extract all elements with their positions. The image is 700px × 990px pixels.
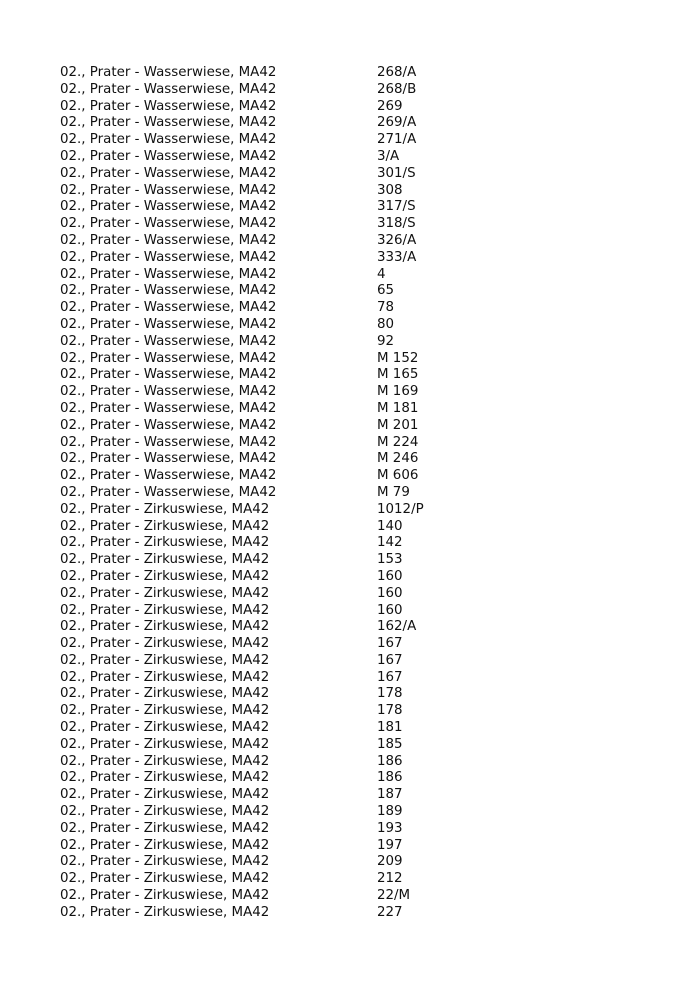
list-item	[60, 519, 660, 536]
number-text: 268/B	[377, 81, 417, 97]
list-item	[60, 115, 660, 132]
list-item	[60, 787, 660, 804]
list-item	[60, 65, 660, 82]
location-text: 02., Prater - Wasserwiese, MA42	[60, 300, 277, 316]
location-text: 02., Prater - Zirkuswiese, MA42	[60, 770, 270, 786]
list-item	[60, 485, 660, 502]
number-text: 22/M	[377, 888, 411, 904]
list-item	[60, 754, 660, 771]
number-text: M 201	[377, 417, 419, 433]
number-text: M 169	[377, 384, 419, 400]
number-text: 318/S	[377, 216, 416, 232]
location-text: 02., Prater - Wasserwiese, MA42	[60, 115, 277, 131]
location-text: 02., Prater - Wasserwiese, MA42	[60, 98, 277, 114]
list-item	[60, 384, 660, 401]
location-text: 02., Prater - Wasserwiese, MA42	[60, 199, 277, 215]
number-text: 186	[377, 753, 403, 769]
location-text: 02., Prater - Zirkuswiese, MA42	[60, 585, 270, 601]
list-item	[60, 670, 660, 687]
location-text: 02., Prater - Wasserwiese, MA42	[60, 367, 277, 383]
list-item	[60, 317, 660, 334]
location-text: 02., Prater - Zirkuswiese, MA42	[60, 787, 270, 803]
list-item	[60, 99, 660, 116]
number-text: M 152	[377, 350, 419, 366]
list-item	[60, 703, 660, 720]
number-text: 326/A	[377, 232, 417, 248]
location-text: 02., Prater - Zirkuswiese, MA42	[60, 854, 270, 870]
list-item	[60, 250, 660, 267]
number-text: 212	[377, 871, 403, 887]
location-text: 02., Prater - Wasserwiese, MA42	[60, 182, 277, 198]
list-item	[60, 183, 660, 200]
location-text: 02., Prater - Wasserwiese, MA42	[60, 451, 277, 467]
list-item	[60, 166, 660, 183]
location-text: 02., Prater - Zirkuswiese, MA42	[60, 753, 270, 769]
location-text: 02., Prater - Zirkuswiese, MA42	[60, 535, 270, 551]
list-item	[60, 854, 660, 871]
number-text: 160	[377, 568, 403, 584]
location-text: 02., Prater - Wasserwiese, MA42	[60, 266, 277, 282]
number-text: 185	[377, 736, 403, 752]
location-text: 02., Prater - Wasserwiese, MA42	[60, 400, 277, 416]
location-text: 02., Prater - Zirkuswiese, MA42	[60, 888, 270, 904]
number-text: 269/A	[377, 115, 417, 131]
list-item	[60, 468, 660, 485]
number-text: 1012/P	[377, 501, 424, 517]
number-text: 160	[377, 602, 403, 618]
number-text: 317/S	[377, 199, 416, 215]
location-text: 02., Prater - Wasserwiese, MA42	[60, 232, 277, 248]
list-item	[60, 804, 660, 821]
location-text: 02., Prater - Wasserwiese, MA42	[60, 333, 277, 349]
number-text: 187	[377, 787, 403, 803]
location-text: 02., Prater - Wasserwiese, MA42	[60, 316, 277, 332]
number-text: 153	[377, 552, 403, 568]
number-text: 92	[377, 333, 395, 349]
number-text: 167	[377, 636, 403, 652]
list-item	[60, 367, 660, 384]
list-item	[60, 351, 660, 368]
location-text: 02., Prater - Zirkuswiese, MA42	[60, 837, 270, 853]
number-text: 65	[377, 283, 395, 299]
list-item	[60, 821, 660, 838]
number-text: 181	[377, 720, 403, 736]
entry-list	[60, 65, 660, 922]
number-text: 227	[377, 904, 403, 920]
list-item	[60, 267, 660, 284]
location-text: 02., Prater - Zirkuswiese, MA42	[60, 602, 270, 618]
location-text: 02., Prater - Zirkuswiese, MA42	[60, 871, 270, 887]
location-text: 02., Prater - Zirkuswiese, MA42	[60, 652, 270, 668]
location-text: 02., Prater - Wasserwiese, MA42	[60, 417, 277, 433]
number-text: M 165	[377, 367, 419, 383]
number-text: 193	[377, 820, 403, 836]
list-item	[60, 838, 660, 855]
location-text: 02., Prater - Wasserwiese, MA42	[60, 216, 277, 232]
list-item	[60, 905, 660, 922]
number-text: 3/A	[377, 148, 400, 164]
location-text: 02., Prater - Wasserwiese, MA42	[60, 283, 277, 299]
location-text: 02., Prater - Zirkuswiese, MA42	[60, 568, 270, 584]
location-text: 02., Prater - Zirkuswiese, MA42	[60, 669, 270, 685]
list-item	[60, 401, 660, 418]
number-text: 167	[377, 669, 403, 685]
list-item	[60, 619, 660, 636]
list-item	[60, 586, 660, 603]
number-text: 268/A	[377, 65, 417, 80]
location-text: 02., Prater - Wasserwiese, MA42	[60, 484, 277, 500]
list-item	[60, 283, 660, 300]
location-text: 02., Prater - Wasserwiese, MA42	[60, 165, 277, 181]
list-item	[60, 888, 660, 905]
location-text: 02., Prater - Zirkuswiese, MA42	[60, 552, 270, 568]
location-text: 02., Prater - Wasserwiese, MA42	[60, 468, 277, 484]
location-text: 02., Prater - Zirkuswiese, MA42	[60, 804, 270, 820]
list-item	[60, 82, 660, 99]
location-text: 02., Prater - Zirkuswiese, MA42	[60, 703, 270, 719]
number-text: 301/S	[377, 165, 416, 181]
number-text: 162/A	[377, 619, 417, 635]
location-text: 02., Prater - Wasserwiese, MA42	[60, 132, 277, 148]
list-item	[60, 132, 660, 149]
location-text: 02., Prater - Wasserwiese, MA42	[60, 249, 277, 265]
location-text: 02., Prater - Wasserwiese, MA42	[60, 65, 277, 80]
list-item	[60, 552, 660, 569]
location-text: 02., Prater - Zirkuswiese, MA42	[60, 686, 270, 702]
list-item	[60, 737, 660, 754]
location-text: 02., Prater - Zirkuswiese, MA42	[60, 904, 270, 920]
list-item	[60, 720, 660, 737]
number-text: 178	[377, 703, 403, 719]
location-text: 02., Prater - Zirkuswiese, MA42	[60, 518, 270, 534]
number-text: 78	[377, 300, 395, 316]
list-item	[60, 216, 660, 233]
location-text: 02., Prater - Wasserwiese, MA42	[60, 148, 277, 164]
number-text: 80	[377, 316, 395, 332]
location-text: 02., Prater - Zirkuswiese, MA42	[60, 736, 270, 752]
location-text: 02., Prater - Zirkuswiese, MA42	[60, 501, 270, 517]
list-item	[60, 770, 660, 787]
location-text: 02., Prater - Wasserwiese, MA42	[60, 434, 277, 450]
list-item	[60, 535, 660, 552]
list-item	[60, 418, 660, 435]
number-text: M 79	[377, 484, 410, 500]
list-item	[60, 451, 660, 468]
number-text: M 246	[377, 451, 419, 467]
number-text: 197	[377, 837, 403, 853]
location-text: 02., Prater - Wasserwiese, MA42	[60, 81, 277, 97]
list-item	[60, 871, 660, 888]
list-item	[60, 686, 660, 703]
number-text: 209	[377, 854, 403, 870]
list-item	[60, 435, 660, 452]
number-text: 308	[377, 182, 403, 198]
list-item	[60, 603, 660, 620]
location-text: 02., Prater - Zirkuswiese, MA42	[60, 636, 270, 652]
number-text: 4	[377, 266, 386, 282]
number-text: 271/A	[377, 132, 417, 148]
number-text: 140	[377, 518, 403, 534]
list-item	[60, 569, 660, 586]
list-item	[60, 199, 660, 216]
number-text: M 181	[377, 400, 419, 416]
list-item	[60, 653, 660, 670]
location-text: 02., Prater - Zirkuswiese, MA42	[60, 619, 270, 635]
location-text: 02., Prater - Zirkuswiese, MA42	[60, 720, 270, 736]
list-item	[60, 233, 660, 250]
number-text: 142	[377, 535, 403, 551]
location-text: 02., Prater - Wasserwiese, MA42	[60, 350, 277, 366]
number-text: 186	[377, 770, 403, 786]
number-text: M 606	[377, 468, 419, 484]
list-item	[60, 636, 660, 653]
number-text: 160	[377, 585, 403, 601]
number-text: 178	[377, 686, 403, 702]
number-text: 333/A	[377, 249, 417, 265]
list-item	[60, 149, 660, 166]
location-text: 02., Prater - Zirkuswiese, MA42	[60, 820, 270, 836]
list-item	[60, 334, 660, 351]
location-text: 02., Prater - Wasserwiese, MA42	[60, 384, 277, 400]
list-item	[60, 300, 660, 317]
number-text: 189	[377, 804, 403, 820]
number-text: M 224	[377, 434, 419, 450]
list-item	[60, 502, 660, 519]
number-text: 167	[377, 652, 403, 668]
number-text: 269	[377, 98, 403, 114]
